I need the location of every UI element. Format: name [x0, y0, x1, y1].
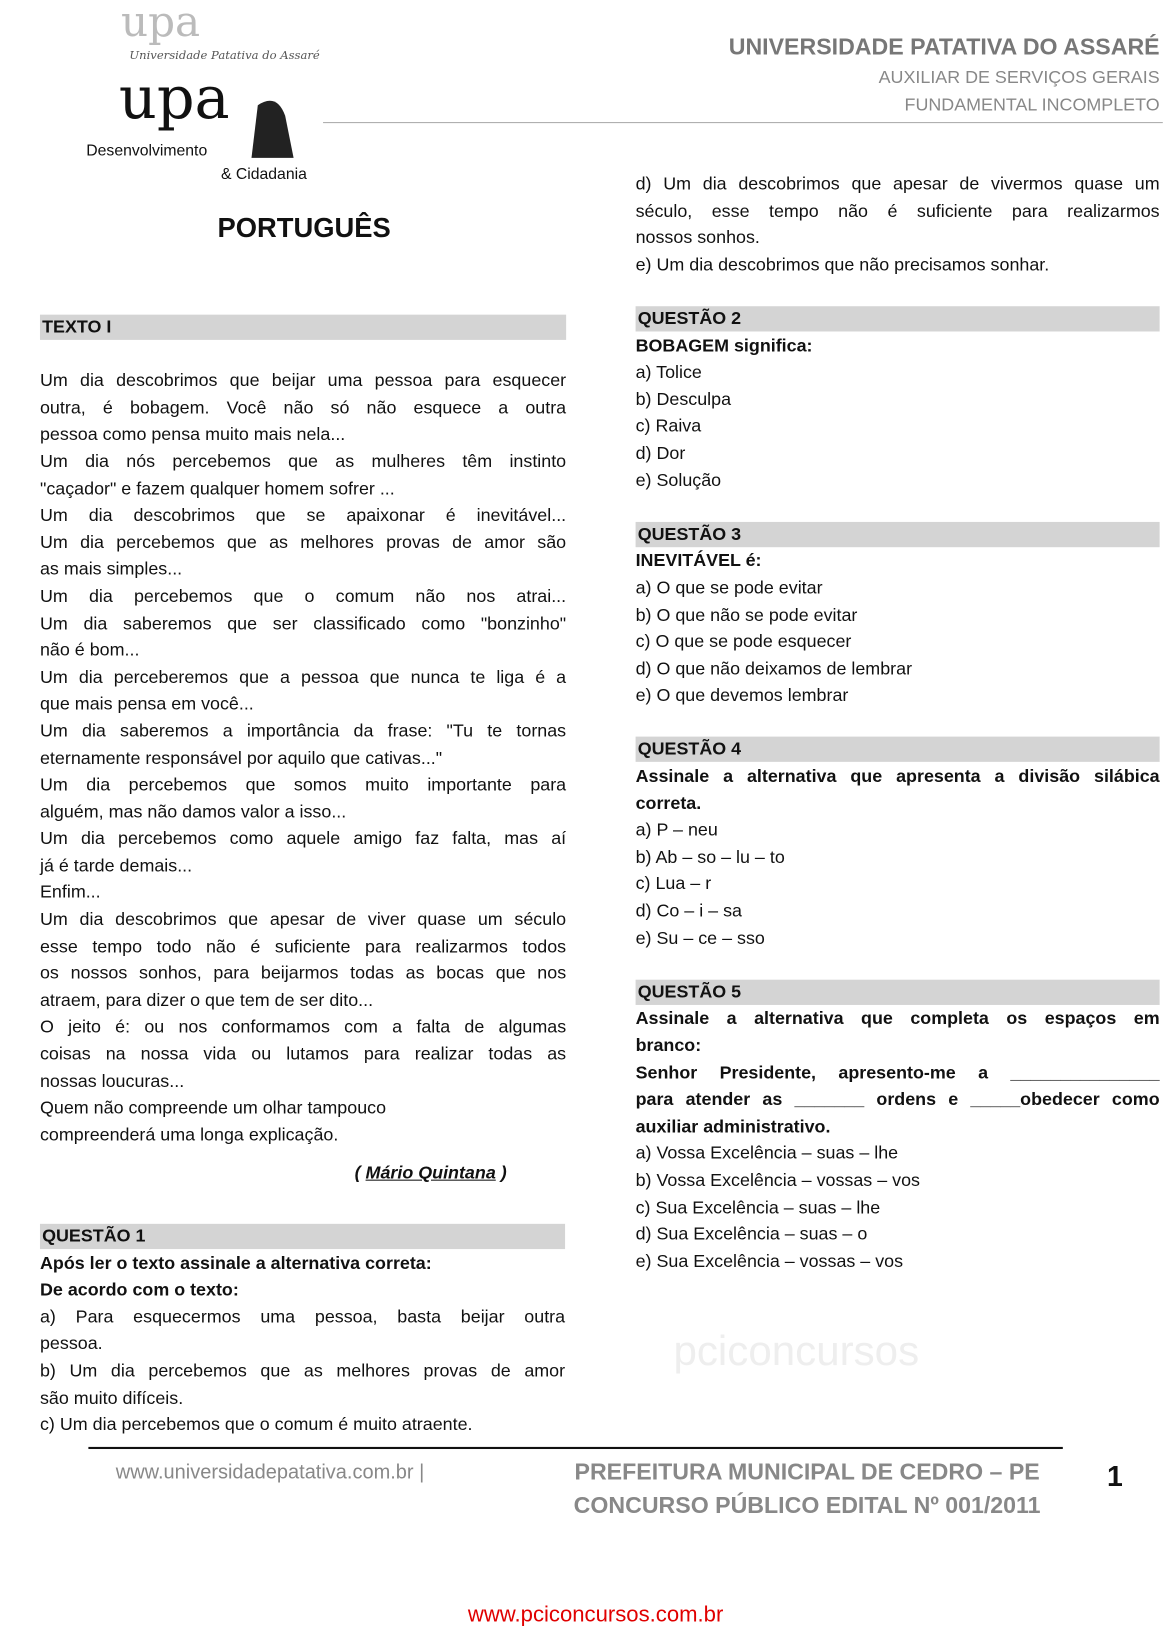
text-line: e) Sua Excelência – vossas – vos: [635, 1250, 904, 1271]
page-title: PORTUGUÊS: [217, 211, 391, 244]
header-level: FUNDAMENTAL INCOMPLETO: [904, 94, 1160, 115]
text-line: alguém, mas não damos valor a isso...: [39, 801, 347, 822]
texto-i-column: [40, 314, 566, 1149]
text-line: outra, é bobagem. Você não só não esquece a outra: [39, 397, 567, 418]
section-header: QUESTÃO 4: [636, 737, 1160, 762]
text-line: d) O que não deixamos de lembrar: [635, 658, 913, 679]
text-line: a) O que se pode evitar: [635, 577, 823, 598]
text-line: c) Raiva: [635, 416, 702, 437]
header-divider: [323, 122, 1163, 123]
footer-line2: CONCURSO PÚBLICO EDITAL Nº 001/2011: [573, 1492, 1041, 1519]
upa-logo: [79, 0, 326, 184]
text-line: a) Tolice: [635, 362, 702, 383]
text-line: Um dia descobrimos que se apaixonar é inevitável...: [39, 505, 567, 526]
text-line: d) Um dia descobrimos que apesar de vivermos quase um: [635, 173, 1160, 194]
text-line: Um dia percebemos que as melhores provas de amor são: [39, 532, 567, 553]
text-line: Enfim...: [39, 882, 101, 903]
text-line: as mais simples...: [39, 559, 183, 580]
header-university: UNIVERSIDADE PATATIVA DO ASSARÉ: [728, 33, 1160, 60]
footer-site: www.universidadepatativa.com.br |: [115, 1461, 425, 1484]
text-line: nossas loucuras...: [39, 1070, 185, 1091]
text-line: Assinale a alternativa que apresenta a divisão silábica: [635, 766, 1160, 787]
text-line: a) P – neu: [635, 820, 718, 840]
text-line: a) Para esquecermos uma pessoa, basta beijar outra: [39, 1306, 566, 1327]
text-line: Um dia nós percebemos que as mulheres têm instinto: [39, 451, 567, 472]
text-line: Um dia percebemos que somos muito importante para: [39, 774, 567, 795]
text-line: d) Sua Excelência – suas – o: [635, 1223, 868, 1244]
text-line: atraem, para dizer o que tem de ser dito...: [39, 990, 374, 1011]
text-line: eternamente responsável por aquilo que cativas...": [39, 747, 443, 768]
logo-figure-icon: [251, 101, 293, 158]
text-line: Um dia saberemos que ser classificado como "bonzinho": [39, 612, 567, 633]
text-line: [636, 278, 1160, 305]
text-line: já é tarde demais...: [39, 855, 193, 876]
text-line: são muito difíceis.: [39, 1387, 184, 1408]
question-1: [40, 1223, 565, 1438]
text-line: e) Su – ce – sso: [635, 927, 765, 948]
text-line: não é bom...: [39, 639, 140, 660]
text-line: c) Lua – r: [635, 873, 712, 894]
text-line: e) O que devemos lembrar: [635, 685, 849, 706]
text-line: e) Solução: [635, 469, 722, 490]
logo-subtitle: Universidade Patativa do Assaré: [129, 47, 320, 62]
text-line: século, esse tempo não é suficiente para realizarmos: [635, 200, 1160, 221]
text-line: INEVITÁVEL é:: [635, 550, 762, 571]
author-credit: [355, 1162, 507, 1185]
text-line: Um dia perceberemos que a pessoa que nunca te liga é a: [39, 666, 567, 687]
text-line: Um dia percebemos que o comum não nos atrai...: [39, 586, 567, 607]
section-header: QUESTÃO 1: [40, 1224, 565, 1249]
text-line: auxiliar administrativo.: [635, 1116, 831, 1137]
text-line: pessoa.: [39, 1333, 103, 1354]
source-link[interactable]: www.pciconcursos.com.br: [467, 1602, 724, 1627]
text-line: Assinale a alternativa que completa os espaços em: [635, 1008, 1160, 1029]
author-open: (: [354, 1162, 366, 1183]
text-line: os nossos sonhos, para beijarmos todas as bocas que nos: [39, 963, 567, 984]
text-line: nossos sonhos.: [635, 227, 760, 248]
text-line: De acordo com o texto:: [39, 1279, 239, 1300]
text-line: O jeito é: ou nos conformamos com a falta de algumas: [39, 1016, 567, 1037]
text-line: b) Desculpa: [635, 389, 732, 410]
text-line: b) Um dia percebemos que as melhores provas de amor: [39, 1360, 566, 1381]
text-line: c) Sua Excelência – suas – lhe: [635, 1197, 881, 1218]
logo-tag1: Desenvolvimento: [86, 142, 208, 160]
text-line: a) Vossa Excelência – suas – lhe: [635, 1143, 899, 1164]
text-line: correta.: [635, 793, 702, 814]
text-line: Um dia descobrimos que apesar de viver quase um século: [39, 909, 567, 930]
footer-line1: PREFEITURA MUNICIPAL DE CEDRO – PE: [574, 1458, 1040, 1485]
text-line: para atender as _______ ordens e _____obedecer como: [635, 1089, 1160, 1110]
text-line: Um dia saberemos a importância da frase: "Tu te tornas: [39, 720, 567, 741]
text-line: esse tempo todo não é suficiente para realizarmos todos: [39, 936, 567, 957]
section-header: QUESTÃO 2: [636, 306, 1160, 331]
text-line: [636, 709, 1160, 736]
author-name: Mário Quintana: [365, 1162, 496, 1183]
text-line: [636, 952, 1160, 979]
text-line: d) Co – i – sa: [635, 900, 742, 921]
text-line: pessoa como pensa muito mais nela...: [39, 424, 346, 445]
logo-text: upa: [118, 62, 230, 132]
text-line: b) Ab – so – lu – to: [635, 846, 785, 867]
text-line: c) O que se pode esquecer: [635, 631, 852, 652]
right-column: [636, 170, 1160, 1274]
text-line: coisas na nossa vida ou lutamos para realizar todas as: [39, 1043, 567, 1064]
text-line: Senhor Presidente, apresento-me a _______________: [635, 1062, 1160, 1083]
page-number: 1: [1107, 1460, 1123, 1493]
logo-text-back: upa: [121, 0, 201, 46]
text-line: [40, 341, 566, 368]
text-line: "caçador" e fazem qualquer homem sofrer ...: [39, 478, 395, 499]
text-line: c) Um dia percebemos que o comum é muito atraente.: [39, 1414, 473, 1435]
text-line: BOBAGEM significa:: [635, 335, 813, 356]
logo-tag2: & Cidadania: [220, 165, 307, 183]
section-header: QUESTÃO 5: [636, 979, 1160, 1004]
text-line: compreenderá uma longa explicação.: [39, 1124, 339, 1145]
text-line: Um dia percebemos como aquele amigo faz falta, mas aí: [39, 828, 567, 849]
text-line: d) Dor: [635, 442, 686, 463]
text-line: b) Vossa Excelência – vossas – vos: [635, 1170, 920, 1191]
text-line: Um dia descobrimos que beijar uma pessoa para esquecer: [39, 370, 567, 391]
text-line: b) O que não se pode evitar: [635, 604, 858, 625]
author-close: ): [495, 1162, 507, 1183]
watermark: pciconcursos: [673, 1328, 920, 1375]
text-line: [636, 494, 1160, 521]
text-line: Após ler o texto assinale a alternativa correta:: [39, 1252, 432, 1273]
header-position: AUXILIAR DE SERVIÇOS GERAIS: [878, 67, 1160, 88]
section-header: TEXTO I: [40, 314, 566, 339]
text-line: que mais pensa em você...: [39, 693, 254, 714]
footer-divider: [88, 1447, 1062, 1449]
text-line: branco:: [635, 1035, 702, 1056]
text-line: e) Um dia descobrimos que não precisamos sonhar.: [635, 254, 1050, 275]
text-line: Quem não compreende um olhar tampouco: [39, 1097, 387, 1118]
section-header: QUESTÃO 3: [636, 521, 1160, 546]
